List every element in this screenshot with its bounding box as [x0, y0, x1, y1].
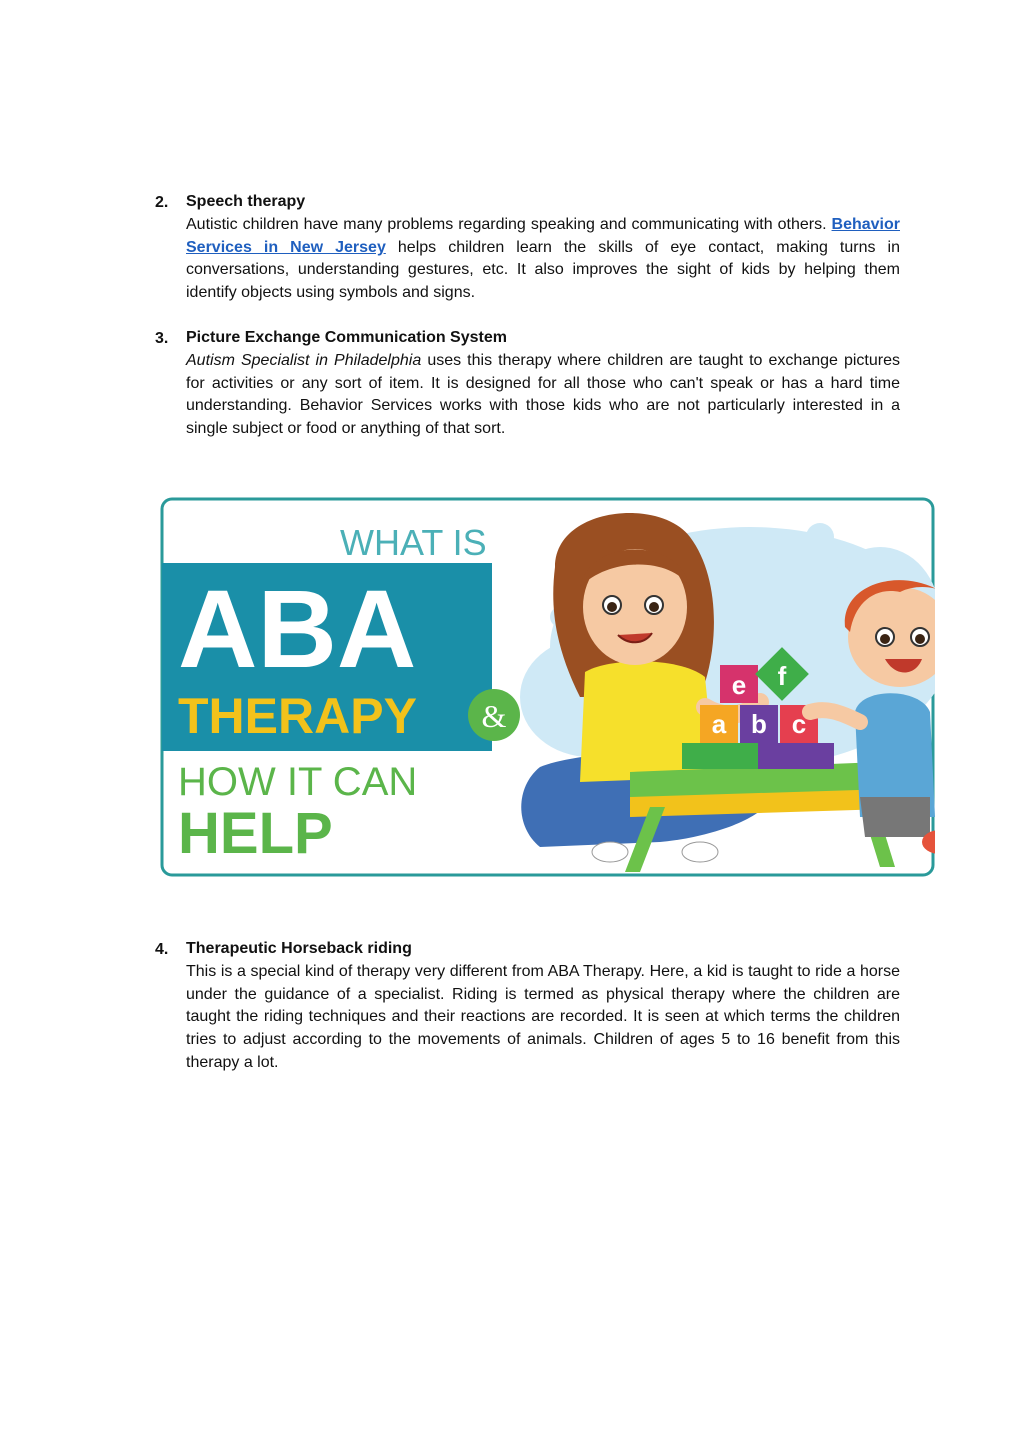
behavior-services-link[interactable]: Behavior Services in New Jersey: [186, 215, 900, 256]
section-paragraph: [186, 214, 900, 305]
list-number: 4.: [155, 941, 169, 958]
aba-text: ABA: [178, 568, 417, 691]
autism-specialist-text: Autism Specialist in Philadelphia: [186, 351, 422, 369]
svg-text:c: c: [791, 709, 807, 739]
section-pecs: [155, 327, 900, 441]
how-it-can-text: HOW IT CAN: [178, 760, 418, 804]
section-paragraph: [186, 350, 900, 441]
paragraph-intro: Autistic children have many problems regarding speaking and communicating with others.: [186, 215, 827, 233]
list-number: 3.: [155, 330, 169, 347]
svg-text:f: f: [777, 661, 787, 691]
block-base-purple: [758, 743, 834, 769]
section-paragraph: This is a special kind of therapy very different from ABA Therapy. Here, a kid is taught to ride a horse under the guidance of a specialist. Riding is termed as physical therapy where the children are taught the riding techniques and their reactions are recorded. It is seen at which terms the children tries to adjust according to the movements of animals. Children of ages 5 to 16 benefit from this therapy a lot.: [186, 962, 900, 1071]
aba-therapy-figure: [160, 497, 935, 877]
section-heading: Speech therapy: [186, 193, 306, 210]
svg-text:b: b: [751, 709, 767, 739]
svg-text:e: e: [731, 670, 747, 700]
svg-text:a: a: [711, 709, 727, 739]
block-base-green: [682, 743, 758, 769]
list-number: 2.: [155, 194, 169, 211]
help-text: HELP: [178, 801, 333, 866]
what-is-text: WHAT IS: [340, 522, 487, 563]
section-horseback-riding: [155, 938, 900, 1075]
therapy-text: THERAPY: [178, 688, 417, 744]
paragraph-rest: helps children learn the skills of eye contact, making turns in conversations, understanding gestures, etc. It also improves the sight of kids by helping them identify objects using symbols and signs.: [186, 238, 900, 302]
ampersand-text: &: [481, 698, 507, 734]
section-heading: Therapeutic Horseback riding: [186, 940, 412, 957]
section-speech-therapy: [155, 191, 900, 305]
paragraph-rest: uses this therapy where children are taught to exchange pictures for activities or any sort of item. It is designed for all those who can't speak or has a hard time understanding. Behavior Services works with those kids who are not particularly interested in a single subject or food or anything of that sort.: [186, 351, 901, 438]
section-heading: Picture Exchange Communication System: [186, 329, 507, 346]
aba-therapy-illustration: [160, 497, 935, 877]
